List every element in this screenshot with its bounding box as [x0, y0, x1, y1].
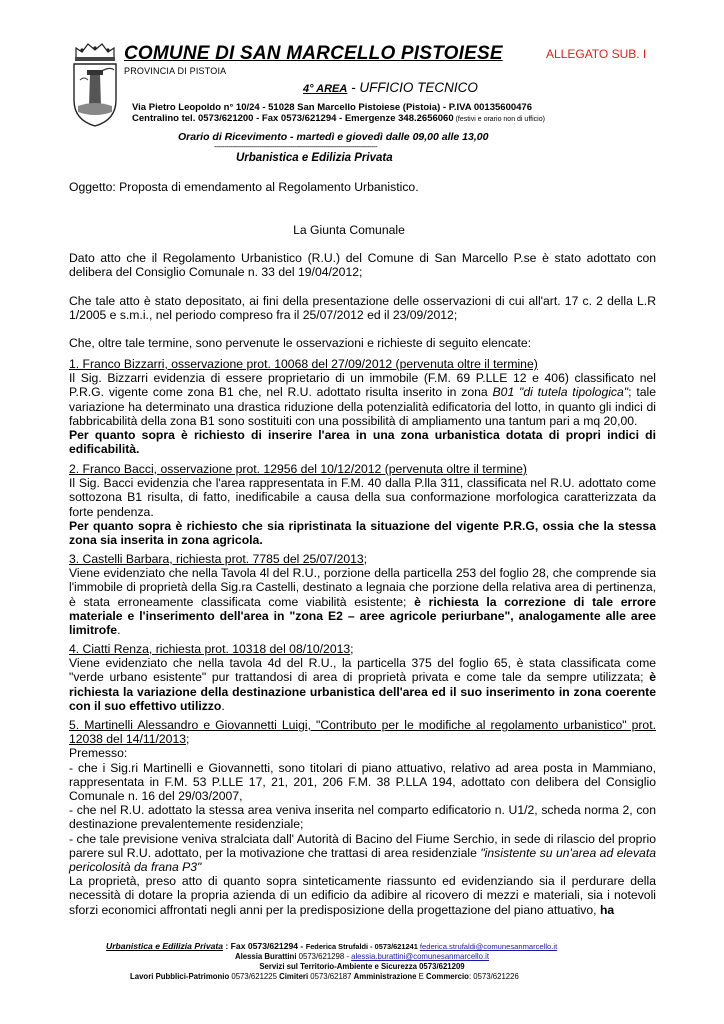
provincia-label: PROVINCIA DI PISTOIA	[124, 66, 227, 76]
contacts-text: Centralino tel. 0573/621200 - Fax 0573/621294 - Emergenze 348.2656060	[132, 113, 454, 124]
item-2-heading: 2. Franco Bacci, osservazione prot. 12956 del 10/12/2012 (pervenuta oltre il termine)	[69, 462, 527, 476]
office-name: Urbanistica e Edilizia Privata	[236, 152, 393, 164]
footer-line-1: Urbanistica e Edilizia Privata : Fax 0573/621294 - Federica Strufaldi - 0573/621241 federica.strufaldi@comunesanmarcello.it	[106, 941, 558, 951]
item-2-text: Il Sig. Bacci evidenzia che l'area rappresentata in F.M. 40 dalla P.lla 311, classificata nel R.U. adottato come sottozona B1 risulta, di fatto, inedificabile a causa della sua conformazione morfologica caratterizzata da forte pendenza.	[69, 476, 656, 519]
premesso: Premesso:	[69, 746, 128, 761]
municipal-crest-icon	[70, 40, 120, 128]
divider: -------------------------------------------------------------------------------	[214, 142, 378, 151]
oggetto: Oggetto: Proposta di emendamento al Regolamento Urbanistico.	[69, 180, 419, 194]
footer-line-4: Lavori Pubblici-Patrimonio 0573/621225 Cimiteri 0573/62187 Amministrazione E Commercio: 0573/621226	[130, 972, 519, 981]
item-5-heading: 5. Martinelli Alessandro e Giovannetti Luigi, "Contributo per le modifiche al regolamento urbanistico" prot. 12038 del 14/11/2013;	[69, 718, 656, 747]
item-5	[69, 718, 656, 917]
item-3	[69, 552, 656, 637]
allegato-label: ALLEGATO SUB. I	[546, 47, 647, 61]
email-link-strufaldi[interactable]: federica.strufaldi@comunesanmarcello.it	[419, 942, 558, 951]
item-1-heading: 1. Franco Bizzarri, osservazione prot. 10068 del 27/09/2012 (pervenuta oltre il termine)	[69, 357, 538, 371]
item-4-text: Viene evidenziato che nella tavola 4d del R.U., la particella 375 del foglio 65, è stata classificata come "verde urbano esistente" pur trattandosi di area di proprietà privata e come tale da sempre utilizzata; è richiesta la variazione della destinazione urbanistica dell'area ed il suo inserimento in zona coerente con il suo effettivo utilizzo.	[69, 656, 656, 713]
area-number: 4° AREA	[303, 83, 348, 95]
giunta-heading: La Giunta Comunale	[293, 223, 405, 237]
paragraph-3: Che, oltre tale termine, sono pervenute le osservazioni e richieste di seguito elencate:	[69, 336, 532, 350]
item-1-request: Per quanto sopra è richiesto di inserire l'area in una zona urbanistica dotata di propri indici di edificabilità.	[69, 428, 656, 457]
item-5-line-3: - che tale previsione veniva stralciata dall' Autorità di Bacino del Fiume Serchio, in sede di rilascio del proprio parere sul R.U. adottato, per la motivazione che trattasi di area residenziale "insistente su un'area ad elevata pericolosità da frana P3"	[69, 831, 656, 875]
page-title: COMUNE DI SAN MARCELLO PISTOIESE	[124, 43, 503, 64]
item-3-heading: 3. Castelli Barbara, richiesta prot. 7785 del 25/07/2013;	[69, 552, 368, 566]
address-line: Via Pietro Leopoldo n° 10/24 - 51028 San Marcello Pistoiese (Pistoia) - P.IVA 00135600476	[132, 102, 532, 113]
item-5-line-4: La proprietà, preso atto di quanto sopra sinteticamente riassunto ed evidenziando sia il perdurare della necessità di dotare la propria azienda di un edificio da adibire al ricovero di mezzi e materiali, sia i notevoli sforzi economici affrontati negli anni per la predisposizione della progettazione del piano attuativo, ha	[69, 874, 656, 917]
footer-line-2: Alessia Burattini 0573/621298 - alessia.burattini@comunesanmarcello.it	[234, 952, 490, 961]
item-5-line-1: - che i Sig.ri Martinelli e Giovannetti, sono titolari di piano attuativo, relativo ad area posta in Mammiano, rappresentata in F.M. 53 P.LLE 17, 21, 201, 206 F.M. 38 P.LLA 194, adottato con delibera del Consiglio Comunale n. 16 del 29/03/2007,	[69, 760, 656, 804]
contacts-line	[132, 113, 545, 124]
contacts-note: (festivi e orario non di ufficio)	[453, 116, 545, 123]
item-4-heading: 4. Ciatti Renza, richiesta prot. 10318 del 08/10/2013;	[69, 642, 354, 656]
paragraph-1: Dato atto che il Regolamento Urbanistico (R.U.) del Comune di San Marcello P.se è stato adottato con delibera del Consiglio Comunale n. 33 del 19/04/2012;	[69, 251, 656, 280]
area-name: - UFFICIO TECNICO	[347, 80, 478, 95]
footer-line-3: Servizi sul Territorio-Ambiente e Sicurezza 0573/621209	[259, 962, 465, 971]
item-2	[69, 462, 656, 547]
office-hours: Orario di Ricevimento - martedì e giovedì dalle 09,00 alle 13,00	[178, 131, 489, 143]
item-4	[69, 642, 656, 713]
email-link-burattini[interactable]: alessia.burattini@comunesanmarcello.it	[351, 952, 490, 961]
item-1	[69, 357, 656, 456]
paragraph-2: Che tale atto è stato depositato, ai fini della presentazione delle osservazioni di cui all'art. 17 c. 2 della L.R 1/2005 e s.m.i., nel periodo compreso fra il 25/07/2012 ed il 23/09/2012;	[69, 294, 656, 323]
item-2-request: Per quanto sopra è richiesto che sia ripristinata la situazione del vigente P.R.G, ossia che la stessa zona sia inserita in zona agricola.	[69, 518, 656, 548]
area-heading	[303, 80, 478, 95]
item-1-text: Il Sig. Bizzarri evidenzia di essere proprietario di un immobile (F.M. 69 P.LLE 12 e 406) classificato nel P.R.G. vigente come zona B1 che, nel R.U. adottato risulta inserito in zona B01 "di tutela tipologica"; tale variazione ha determinato una drastica riduzione della potenzialità edificatoria del lotto, in quanto gli indici di fabbricabilità della zona B1 sono sostituiti con una possibilità di ampliamento una tantum pari a mq 20,00.	[69, 371, 656, 428]
item-5-line-2: - che nel R.U. adottato la stessa area veniva inserita nel comparto edificatorio n. U1/2, scheda norma 2, con destinazione prevalentemente residenziale;	[69, 803, 656, 832]
item-3-text: Viene evidenziato che nella Tavola 4l del R.U., porzione della particella 253 del foglio 28, che comprende sia l'immobile di proprietà della Sig.ra Castelli, destinato a legnaia che porzione della relativa area di pertinenza, è stata erroneamente classificata come viabilità esistente; è richiesta la correzione di tale errore materiale e l'inserimento dell'area in "zona E2 – aree agricole periurbane", analogamente alle aree limitrofe.	[69, 566, 656, 638]
